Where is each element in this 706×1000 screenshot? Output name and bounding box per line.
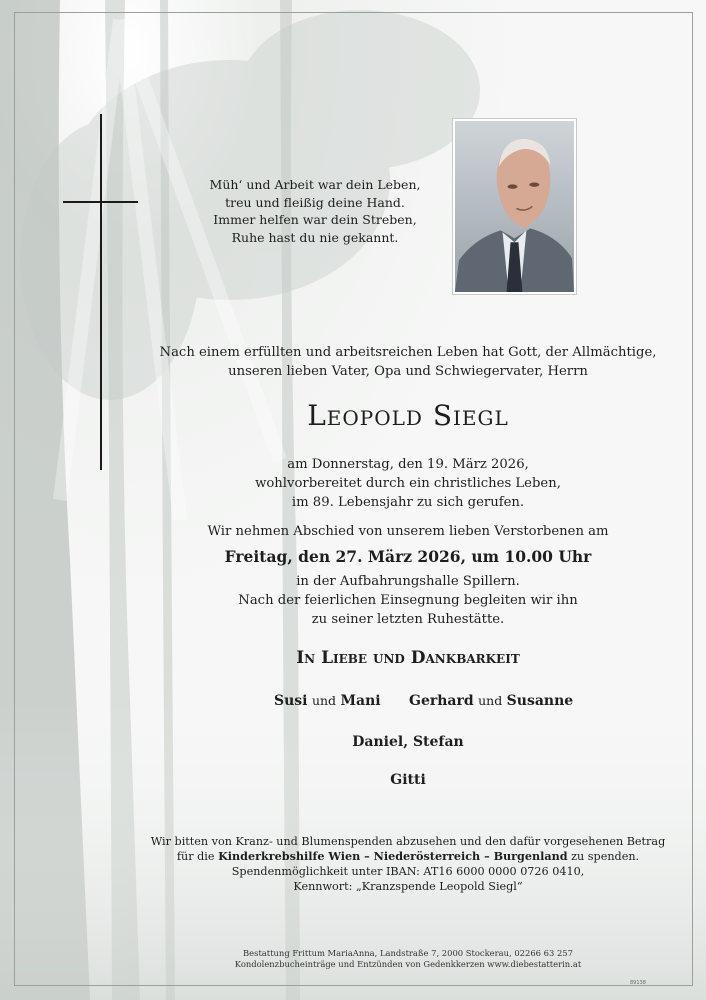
intro-line: unseren lieben Vater, Opa und Schwiegervater, Herrn	[228, 364, 588, 379]
memorial-verse	[200, 176, 430, 246]
funeral-date: Freitag, den 27. März 2026, um 10.00 Uhr	[224, 547, 592, 566]
mourner-pair-right	[409, 693, 573, 709]
mourner-joiner: und	[478, 693, 503, 708]
place-line: zu seiner letzten Ruhestätte.	[311, 612, 505, 627]
deceased-name: Leopold Siegl	[307, 399, 509, 432]
mourners-row	[100, 693, 706, 715]
funeral-place	[100, 572, 706, 629]
death-line: im 89. Lebensjahr zu sich gerufen.	[291, 495, 525, 510]
place-line: in der Aufbahrungshalle Spillern.	[296, 574, 520, 589]
donation-line: Wir bitten von Kranz- und Blumenspenden abzusehen und den dafür vorgesehenen Betrag	[150, 835, 666, 848]
verse-line: treu und fleißig deine Hand.	[225, 194, 405, 210]
donation-post: zu spenden.	[571, 850, 640, 863]
death-line: am Donnerstag, den 19. März 2026,	[287, 457, 529, 472]
death-line: wohlvorbereitet durch ein christliches Leben,	[255, 476, 561, 491]
intro-line: Nach einem erfüllten und arbeitsreichen Leben hat Gott, der Allmächtige,	[159, 345, 657, 360]
mourners-row-2: Daniel, Stefan	[352, 734, 464, 750]
document-code: 89138	[630, 980, 646, 986]
footer-line: Bestattung Frittum MariaAnna, Landstraße 7, 2000 Stockerau, 02266 63 257	[243, 948, 573, 958]
mourner-pair-left	[274, 693, 381, 709]
farewell-text: Wir nehmen Abschied von unserem lieben Verstorbenen am	[207, 524, 609, 539]
donation-iban: Spendenmöglichkeit unter IBAN: AT16 6000 0000 0726 0410,	[231, 865, 585, 878]
mourner-name: Susi	[274, 693, 308, 709]
funeral-home-footer	[100, 948, 706, 970]
mourner-name: Gerhard	[409, 693, 474, 709]
verse-line: Müh‘ und Arbeit war dein Leben,	[209, 177, 421, 192]
footer-line: Kondolenzbucheinträge und Entzünden von Gedenkkerzen www.diebestatterin.at	[234, 959, 582, 969]
donation-line	[100, 849, 706, 864]
charity-name: Kinderkrebshilfe Wien – Niederösterreich – Burgenland	[218, 849, 568, 863]
verse-line: Immer helfen war dein Streben,	[213, 212, 417, 227]
mourner-name: Susanne	[506, 693, 574, 709]
death-notice	[100, 455, 706, 512]
cross-icon-bar	[63, 201, 138, 203]
mourner-joiner: und	[311, 693, 337, 708]
place-line: Nach der feierlichen Einsegnung begleiten wir ihn	[238, 593, 578, 608]
mourners-row-3: Gitti	[390, 772, 426, 788]
donation-keyword: Kennwort: „Kranzspende Leopold Siegl“	[293, 880, 523, 893]
donation-pre: für die	[176, 850, 215, 863]
donation-notice	[100, 834, 706, 894]
portrait-photo	[452, 118, 577, 295]
thanks-heading: In Liebe und Dankbarkeit	[296, 648, 520, 668]
mourner-name: Mani	[340, 693, 381, 709]
intro-text	[100, 343, 706, 381]
verse-line: Ruhe hast du nie gekannt.	[231, 229, 399, 245]
